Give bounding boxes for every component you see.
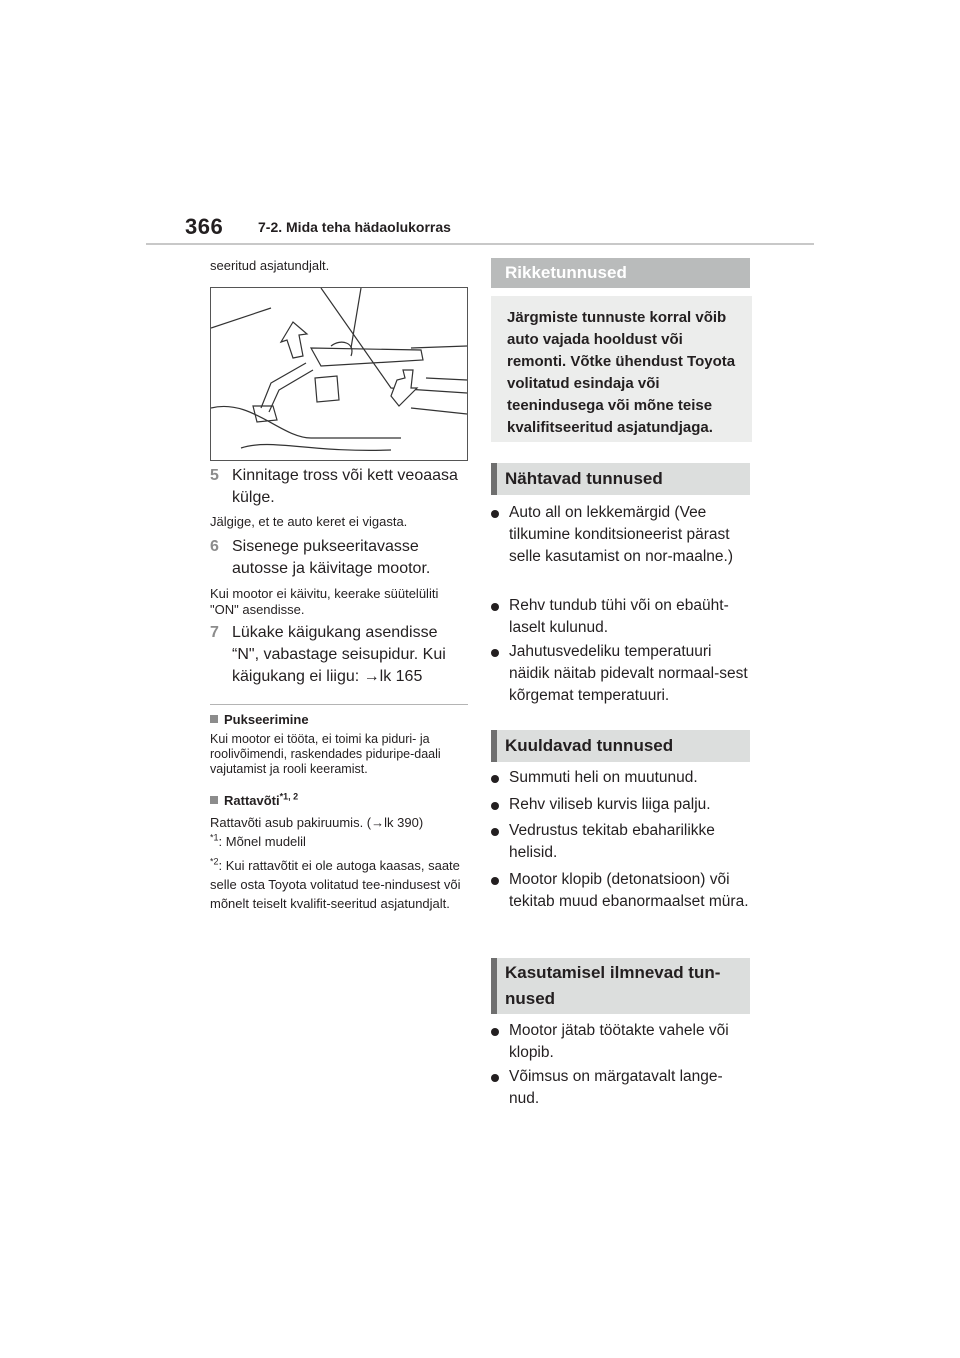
square-bullet-icon [210,796,218,804]
bullet-icon [491,877,499,885]
bullet-icon [491,1074,499,1082]
rattavoti-text: Rattavõti asub pakiruumis. (→lk 390) [210,815,424,830]
list-item [491,1066,750,1110]
footnote-mark: *1 [210,832,219,843]
step-number: 7 [210,624,219,641]
pukseerimine-text: Kui mootor ei tööta, ei toimi ka piduri- ja roolivõimendi, raskendades piduripe-daali vajutamist ja rooli keeramist. [210,732,441,776]
list-item-text: Võimsus on märgatavalt lange-nud. [509,1068,723,1107]
list-item-text: Rehv viliseb kurvis liiga palju. [509,796,711,813]
list-item-text: Summuti heli on muutunud. [509,769,698,786]
step-6 [210,536,468,582]
section-title: 7-2. Mida teha hädaolukorras [258,219,451,235]
list-item-text: Mootor jätab töötakte vahele või klopib. [509,1022,729,1061]
list-item [491,767,750,789]
footnote-text: : Kui rattavõtit ei ole autoga kaasas, saate selle osta Toyota volitatud tee-nindusest või mõnelt teiselt kvalifit-seeritud asjatundjalt. [210,858,461,911]
step-number: 6 [210,538,219,555]
page-number: 366 [185,214,224,239]
footnote-1 [210,834,468,850]
list-item [491,595,750,639]
rikketunnused-heading: Rikketunnused [491,258,750,288]
bullet-icon [491,1028,499,1036]
bullet-icon [491,802,499,810]
list-item [491,502,750,590]
header-divider [146,243,814,245]
list-item [491,869,750,935]
pukseerimine-heading [210,712,468,727]
step-7 [210,622,468,688]
kasutamisel-heading: Kasutamisel ilmnevad tun-nused [491,958,750,1014]
step-number: 5 [210,467,219,484]
step-5 [210,465,468,511]
list-item [491,1020,750,1064]
list-item [491,641,750,707]
footnote-text: : Mõnel mudelil [218,834,306,849]
continued-text: seeritud asjatundjalt. [210,258,330,273]
list-item [491,820,750,864]
footnote-mark: *1, 2 [279,791,299,802]
intro-text: Järgmiste tunnuste korral võib auto vajada hooldust või remonti. Võtke ühendust Toyota volitatud esindaja või teenindusega või mõne teise kvalifitseeritud asjatundjaga. [507,309,736,436]
heading-text: Pukseerimine [224,712,309,727]
step-text: Sisenege pukseeritavasse autosse ja käivitage mootor. [232,538,431,577]
list-item-text: Mootor klopib (detonatsioon) või tekitab muud ebanormaalset müra. [509,871,749,910]
step-text: Kinnitage tross või kett veoaasa külge. [232,467,458,506]
kuuldavad-heading: Kuuldavad tunnused [491,730,750,762]
bullet-icon [491,649,499,657]
square-bullet-icon [210,715,218,723]
list-item-text: Vedrustus tekitab ebaharilikke helisid. [509,822,715,861]
footnote-mark: *2 [210,856,219,867]
step-5-note: Jälgige, et te auto keret ei vigasta. [210,514,408,529]
nahtavad-heading: Nähtavad tunnused [491,463,750,495]
illustration-svg [211,288,467,460]
bullet-icon [491,510,499,518]
list-item-text: Jahutusvedeliku temperatuuri näidik näitab pidevalt normaal-sest kõrgemat temperatuuri. [509,643,748,704]
rattavoti-heading [210,793,468,808]
heading-text: Rattavõti [224,793,280,808]
footnote-2 [210,856,468,913]
bullet-icon [491,603,499,611]
section-divider [210,704,468,705]
step-text: Lükake käigukang asendisse “N", vabastage seisupidur. Kui käigukang ei liigu: →lk 165 [232,624,446,685]
step-6-note: Kui mootor ei käivitu, keerake süütelüliti "ON" asendisse. [210,586,439,617]
list-item [491,794,750,816]
towing-eyelet-illustration [210,287,468,461]
bullet-icon [491,775,499,783]
list-item-text: Auto all on lekkemärgid (Vee tilkumine konditsioneerist pärast selle kasutamist on nor-maalne.) [509,504,733,565]
bullet-icon [491,828,499,836]
list-item-text: Rehv tundub tühi või on ebaüht-laselt kulunud. [509,597,729,636]
